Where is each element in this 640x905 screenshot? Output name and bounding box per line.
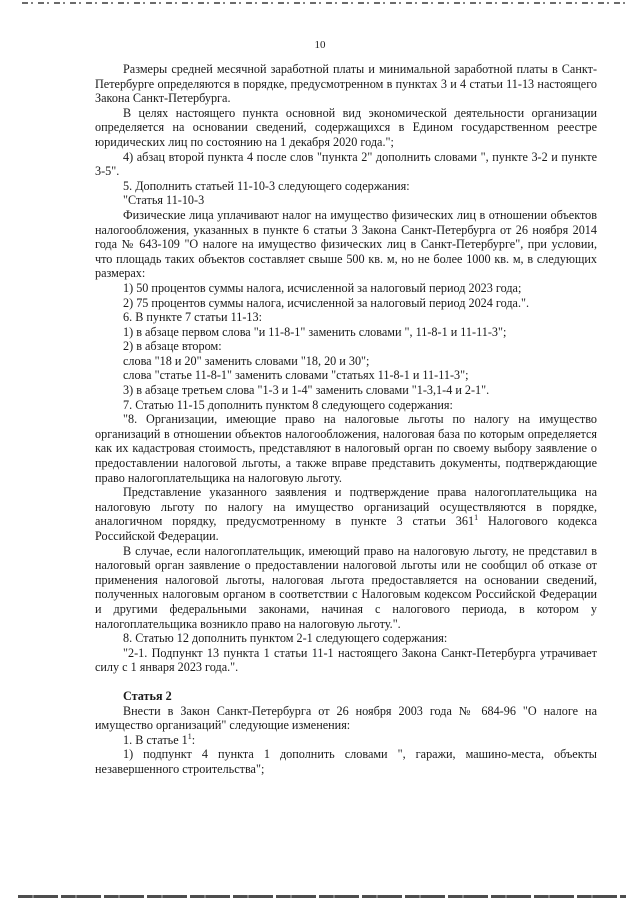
article-title-quote: "Статья 11-10-3 xyxy=(123,193,205,208)
spacer xyxy=(95,675,597,689)
paragraph: 4) абзац второй пункта 4 после слов "пункта 2" дополнить словами ", пункте 3-2 и пункте 3-5". xyxy=(95,149,597,179)
paragraph: 2) в абзаце втором: xyxy=(123,339,222,354)
paragraph: слова "статье 11-8-1" заменить словами "статьях 11-8-1 и 11-11-3"; xyxy=(123,368,469,383)
paragraph: 1) в абзаце первом слова "и 11-8-1" заменить словами ", 11-8-1 и 11-11-3"; xyxy=(123,324,507,339)
document-body xyxy=(95,62,597,777)
superscript: 1 xyxy=(187,731,192,741)
page-number: 10 xyxy=(314,39,326,51)
paragraph: Внести в Закон Санкт-Петербурга от 26 ноября 2003 года № 684-96 "О налоге на имущество организаций" следующие изменения: xyxy=(95,703,597,733)
paragraph xyxy=(95,485,597,543)
paragraph-text: Представление указанного заявления и подтверждение права налогоплательщика на налоговую льготу по налогу на имущество организаций осуществляются в порядке, аналогичном порядку, предусмотренному в пункте 3 статьи 361 xyxy=(95,485,597,529)
paragraph: "8. Организации, имеющие право на налоговые льготы по налогу на имущество организаций в отношении объектов налогообложения, налоговая база по которым определяется как их кадастровая стоимость, представляют в налоговый орган по своему выбору заявление о предоставлении налоговой льготы, а также вправе представить документы, подтверждающие право налогоплательщика на налоговую льготу. xyxy=(95,412,597,485)
scan-edge-top xyxy=(22,2,627,4)
paragraph: В случае, если налогоплательщик, имеющий право на налоговую льготу, не представил в налоговый орган заявление о предоставлении налоговой льготы или не сообщил об отказе от применения налоговой льготы, налоговая льгота предоставляется на основании сведений, полученных налоговым органом в соответствии с Налоговым кодексом Российской Федерации и другими федеральными законами, начиная с налогового периода, в котором у налогоплательщика возникло право на налоговую льготу.". xyxy=(95,543,597,631)
paragraph: 8. Статью 12 дополнить пунктом 2-1 следующего содержания: xyxy=(123,631,448,646)
paragraph: "2-1. Подпункт 13 пункта 1 статьи 11-1 настоящего Закона Санкт-Петербурга утрачивает силу с 1 января 2023 года.". xyxy=(95,645,597,675)
scan-edge-bottom xyxy=(18,895,626,898)
paragraph: Размеры средней месячной заработной платы и минимальной заработной платы в Санкт-Петербурге определяются в порядке, предусмотренном в пунктах 3 и 4 статьи 11-13 настоящего Закона Санкт-Петербурга. xyxy=(95,62,597,106)
paragraph-text: 1. В статье 1 xyxy=(123,732,188,747)
paragraph: 5. Дополнить статьей 11-10-3 следующего содержания: xyxy=(123,178,410,193)
paragraph xyxy=(95,733,597,748)
paragraph: 3) в абзаце третьем слова "1-3 и 1-4" заменить словами "1-3,1-4 и 2-1". xyxy=(123,383,490,398)
paragraph: 7. Статью 11-15 дополнить пунктом 8 следующего содержания: xyxy=(123,397,453,412)
paragraph: 2) 75 процентов суммы налога, исчисленной за налоговый период 2024 года.". xyxy=(123,295,530,310)
paragraph: 6. В пункте 7 статьи 11-13: xyxy=(123,310,262,325)
paragraph: В целях настоящего пункта основной вид экономической деятельности организации определяется на основании сведений, содержащихся в Едином государственном реестре юридических лиц по состоянию на 1 декабря 2020 года."; xyxy=(95,105,597,149)
paragraph: 1) подпункт 4 пункта 1 дополнить словами ", гаражи, машино-места, объекты незавершенного строительства"; xyxy=(95,747,597,776)
paragraph: 1) 50 процентов суммы налога, исчисленной за налоговый период 2023 года; xyxy=(123,280,522,295)
paragraph: слова "18 и 20" заменить словами "18, 20 и 30"; xyxy=(123,353,370,368)
article-heading: Статья 2 xyxy=(123,688,172,703)
paragraph: Физические лица уплачивают налог на имущество физических лиц в отношении объектов налогообложения, указанных в пункте 6 статьи 3 Закона Санкт-Петербурга от 26 ноября 2014 года № 643-109 "О налоге на имущество физических лиц в Санкт-Петербурге", при условии, что площадь таких объектов составляет свыше 500 кв. м, но не более 1000 кв. м, в следующих размерах: xyxy=(95,207,597,281)
paragraph-text: : xyxy=(191,732,196,747)
paragraph-text: Налогового кодекса Российской Федерации. xyxy=(95,514,598,543)
superscript: 1 xyxy=(474,513,479,523)
